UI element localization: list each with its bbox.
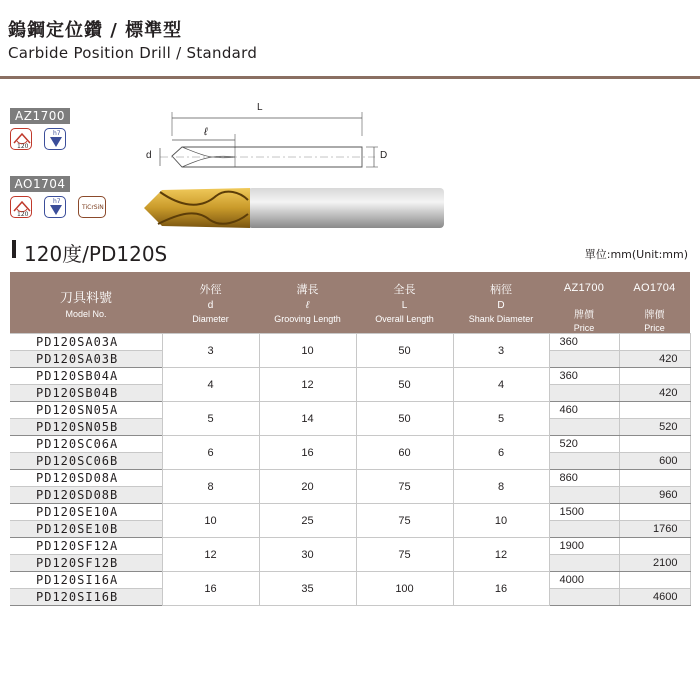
price-az1700-cell [549, 351, 619, 368]
shank-diameter-cell: 10 [453, 504, 549, 538]
page-title-zh: 鎢鋼定位鑽 / 標準型 [8, 20, 183, 41]
price-ao1704-cell [619, 470, 690, 487]
price-ao1704-cell [619, 334, 690, 351]
model-number-cell: PD120SD08A [10, 470, 162, 487]
model-number-cell: PD120SF12A [10, 538, 162, 555]
model-number-cell: PD120SN05A [10, 402, 162, 419]
angle-label: 120 [17, 211, 29, 218]
model-number-cell: PD120SN05B [10, 419, 162, 436]
shank-diameter-cell: 12 [453, 538, 549, 572]
model-number-cell: PD120SI16A [10, 572, 162, 589]
label-D: D [380, 150, 388, 161]
diameter-cell: 8 [162, 470, 259, 504]
groove-length-cell: 16 [259, 436, 356, 470]
shank-diameter-cell: 16 [453, 572, 549, 606]
col-header-price-az1700: AZ1700 牌價 Price [549, 272, 619, 334]
price-ao1704-cell [619, 572, 690, 589]
price-az1700-cell: 520 [549, 436, 619, 453]
diameter-cell: 4 [162, 368, 259, 402]
drill-shank-render [248, 188, 444, 228]
groove-length-cell: 12 [259, 368, 356, 402]
tolerance-label: h7 [53, 130, 61, 137]
label-d: d [146, 150, 152, 161]
price-ao1704-cell [619, 436, 690, 453]
angle-120-icon [10, 196, 32, 218]
model-number-cell: PD120SE10B [10, 521, 162, 538]
price-az1700-cell [549, 487, 619, 504]
model-number-cell: PD120SC06A [10, 436, 162, 453]
price-ao1704-cell [619, 402, 690, 419]
model-number-cell: PD120SE10A [10, 504, 162, 521]
product-code-ao1704: AO1704 [10, 176, 70, 192]
overall-length-cell: 75 [356, 538, 453, 572]
product-code-az1700: AZ1700 [10, 108, 70, 124]
model-number-cell: PD120SF12B [10, 555, 162, 572]
price-az1700-cell: 4000 [549, 572, 619, 589]
shank-diameter-cell: 6 [453, 436, 549, 470]
col-header-shank: 柄徑 D Shank Diameter [453, 272, 549, 334]
price-az1700-cell [549, 589, 619, 606]
coating-icon [78, 196, 106, 218]
price-az1700-cell: 860 [549, 470, 619, 487]
section-marker [12, 240, 16, 258]
price-ao1704-cell: 420 [619, 385, 690, 402]
col-header-model: 刀具料號 Model No. [10, 272, 162, 334]
price-az1700-cell: 360 [549, 368, 619, 385]
unit-label: 單位:mm(Unit:mm) [584, 248, 688, 261]
price-az1700-cell: 460 [549, 402, 619, 419]
coating-label: TiCrSiN [82, 204, 104, 211]
price-az1700-cell [549, 385, 619, 402]
shank-diameter-cell: 5 [453, 402, 549, 436]
price-ao1704-cell: 2100 [619, 555, 690, 572]
col-header-price-ao1704: AO1704 牌價 Price [619, 272, 690, 334]
table-row [10, 402, 690, 419]
price-az1700-cell: 360 [549, 334, 619, 351]
groove-length-cell: 10 [259, 334, 356, 368]
price-ao1704-cell [619, 504, 690, 521]
overall-length-cell: 50 [356, 402, 453, 436]
col-header-groove: 溝長 ℓ Grooving Length [259, 272, 356, 334]
groove-length-cell: 20 [259, 470, 356, 504]
model-number-cell: PD120SB04A [10, 368, 162, 385]
groove-length-cell: 14 [259, 402, 356, 436]
h7-tolerance-icon [44, 128, 66, 150]
diameter-cell: 10 [162, 504, 259, 538]
table-row [10, 470, 690, 487]
label-L: L [257, 102, 263, 113]
price-az1700-cell [549, 419, 619, 436]
shank-diameter-cell: 3 [453, 334, 549, 368]
diameter-cell: 12 [162, 538, 259, 572]
overall-length-cell: 100 [356, 572, 453, 606]
groove-length-cell: 35 [259, 572, 356, 606]
model-number-cell: PD120SC06B [10, 453, 162, 470]
table-row [10, 572, 690, 589]
price-ao1704-cell: 520 [619, 419, 690, 436]
section-title: 120度/PD120S [24, 242, 168, 266]
diameter-cell: 3 [162, 334, 259, 368]
price-az1700-cell [549, 521, 619, 538]
overall-length-cell: 75 [356, 470, 453, 504]
drill-diagram [140, 96, 460, 236]
h7-tolerance-icon [44, 196, 66, 218]
label-l: ℓ [204, 126, 208, 138]
price-ao1704-cell: 1760 [619, 521, 690, 538]
overall-length-cell: 75 [356, 504, 453, 538]
groove-length-cell: 25 [259, 504, 356, 538]
table-header-row [10, 272, 690, 334]
price-ao1704-cell: 4600 [619, 589, 690, 606]
shank-diameter-cell: 8 [453, 470, 549, 504]
spec-table [10, 272, 691, 606]
diameter-cell: 5 [162, 402, 259, 436]
model-number-cell: PD120SI16B [10, 589, 162, 606]
model-number-cell: PD120SB04B [10, 385, 162, 402]
price-ao1704-cell: 600 [619, 453, 690, 470]
groove-length-cell: 30 [259, 538, 356, 572]
price-ao1704-cell [619, 368, 690, 385]
price-az1700-cell: 1500 [549, 504, 619, 521]
price-az1700-cell: 1900 [549, 538, 619, 555]
table-row [10, 504, 690, 521]
spec-table-body [10, 334, 690, 606]
table-row [10, 334, 690, 351]
diameter-cell: 16 [162, 572, 259, 606]
tolerance-label: h7 [53, 198, 61, 205]
model-number-cell: PD120SA03A [10, 334, 162, 351]
price-ao1704-cell: 420 [619, 351, 690, 368]
price-az1700-cell [549, 555, 619, 572]
overall-length-cell: 60 [356, 436, 453, 470]
price-ao1704-cell: 960 [619, 487, 690, 504]
table-row [10, 538, 690, 555]
table-row [10, 436, 690, 453]
model-number-cell: PD120SA03B [10, 351, 162, 368]
angle-120-icon [10, 128, 32, 150]
table-row [10, 368, 690, 385]
price-ao1704-cell [619, 538, 690, 555]
overall-length-cell: 50 [356, 368, 453, 402]
shank-diameter-cell: 4 [453, 368, 549, 402]
overall-length-cell: 50 [356, 334, 453, 368]
header-divider [0, 76, 700, 79]
price-az1700-cell [549, 453, 619, 470]
page-title-en: Carbide Position Drill / Standard [8, 44, 258, 62]
angle-label: 120 [17, 143, 29, 150]
col-header-diameter: 外徑 d Diameter [162, 272, 259, 334]
col-header-overall: 全長 L Overall Length [356, 272, 453, 334]
model-number-cell: PD120SD08B [10, 487, 162, 504]
diameter-cell: 6 [162, 436, 259, 470]
